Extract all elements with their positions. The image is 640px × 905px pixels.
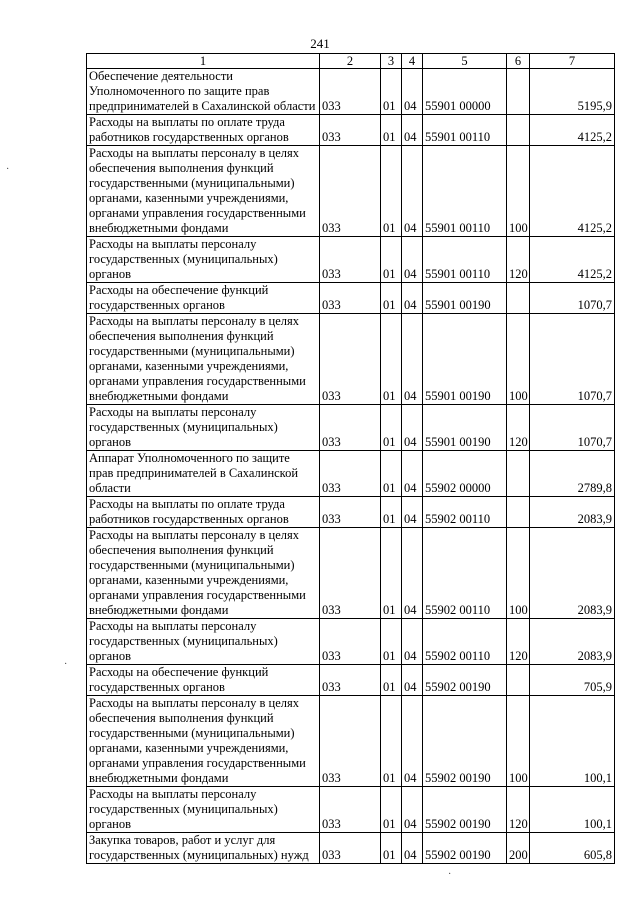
- amount-cell: 5195,9: [530, 69, 615, 115]
- section-cell: 01: [381, 833, 402, 864]
- subsection-cell: 04: [402, 665, 423, 696]
- row-name-cell: Закупка товаров, работ и услуг для государственных (муниципальных) нужд: [87, 833, 320, 864]
- expense-type-cell: 200: [507, 833, 530, 864]
- row-name-cell: Расходы на выплаты по оплате труда работников государственных органов: [87, 497, 320, 528]
- expense-type-cell: [507, 451, 530, 497]
- subsection-cell: 04: [402, 69, 423, 115]
- amount-cell: 1070,7: [530, 314, 615, 405]
- code-cell: 033: [320, 314, 381, 405]
- amount-cell: 1070,7: [530, 283, 615, 314]
- section-cell: 01: [381, 146, 402, 237]
- column-header-3: 3: [381, 54, 402, 69]
- row-name-cell: Аппарат Уполномоченного по защите прав предпринимателей в Сахалинской области: [87, 451, 320, 497]
- code-cell: 033: [320, 69, 381, 115]
- amount-cell: 2083,9: [530, 497, 615, 528]
- section-cell: 01: [381, 497, 402, 528]
- section-cell: 01: [381, 283, 402, 314]
- scan-speck: ·: [448, 869, 452, 880]
- section-cell: 01: [381, 665, 402, 696]
- target-code-cell: 55902 00000: [423, 451, 507, 497]
- expense-type-cell: [507, 69, 530, 115]
- subsection-cell: 04: [402, 283, 423, 314]
- budget-table: [86, 53, 615, 864]
- section-cell: 01: [381, 314, 402, 405]
- target-code-cell: 55901 00190: [423, 283, 507, 314]
- row-name-cell: Расходы на выплаты персоналу в целях обеспечения выполнения функций государственными (муниципальными) органами, казенными учреждениями, органами управления государственными внебюджетными фондами: [87, 696, 320, 787]
- row-name-cell: Расходы на выплаты персоналу государственных (муниципальных) органов: [87, 405, 320, 451]
- section-cell: 01: [381, 528, 402, 619]
- code-cell: 033: [320, 497, 381, 528]
- subsection-cell: 04: [402, 405, 423, 451]
- expense-type-cell: 100: [507, 528, 530, 619]
- amount-cell: 2083,9: [530, 619, 615, 665]
- target-code-cell: 55901 00190: [423, 405, 507, 451]
- section-cell: 01: [381, 787, 402, 833]
- expense-type-cell: [507, 115, 530, 146]
- column-header-5: 5: [423, 54, 507, 69]
- section-cell: 01: [381, 619, 402, 665]
- amount-cell: 2083,9: [530, 528, 615, 619]
- section-cell: 01: [381, 696, 402, 787]
- table-row: [87, 696, 615, 787]
- table-row: [87, 283, 615, 314]
- row-name-cell: Расходы на выплаты по оплате труда работников государственных органов: [87, 115, 320, 146]
- amount-cell: 2789,8: [530, 451, 615, 497]
- subsection-cell: 04: [402, 314, 423, 405]
- code-cell: 033: [320, 696, 381, 787]
- table-row: [87, 833, 615, 864]
- target-code-cell: 55901 00110: [423, 146, 507, 237]
- table-row: [87, 497, 615, 528]
- code-cell: 033: [320, 665, 381, 696]
- code-cell: 033: [320, 833, 381, 864]
- target-code-cell: 55901 00190: [423, 314, 507, 405]
- code-cell: 033: [320, 451, 381, 497]
- target-code-cell: 55902 00190: [423, 696, 507, 787]
- code-cell: 033: [320, 787, 381, 833]
- expense-type-cell: 120: [507, 619, 530, 665]
- column-header-6: 6: [507, 54, 530, 69]
- expense-type-cell: 120: [507, 787, 530, 833]
- page-number: 241: [310, 36, 330, 51]
- table-row: [87, 115, 615, 146]
- target-code-cell: 55902 00110: [423, 497, 507, 528]
- target-code-cell: 55901 00110: [423, 115, 507, 146]
- expense-type-cell: 120: [507, 405, 530, 451]
- subsection-cell: 04: [402, 619, 423, 665]
- column-header-4: 4: [402, 54, 423, 69]
- subsection-cell: 04: [402, 115, 423, 146]
- header-row: [87, 54, 615, 69]
- section-cell: 01: [381, 237, 402, 283]
- code-cell: 033: [320, 528, 381, 619]
- amount-cell: 1070,7: [530, 405, 615, 451]
- target-code-cell: 55902 00110: [423, 528, 507, 619]
- section-cell: 01: [381, 405, 402, 451]
- section-cell: 01: [381, 451, 402, 497]
- amount-cell: 100,1: [530, 696, 615, 787]
- table-row: [87, 314, 615, 405]
- subsection-cell: 04: [402, 237, 423, 283]
- column-header-2: 2: [320, 54, 381, 69]
- section-cell: 01: [381, 69, 402, 115]
- target-code-cell: 55902 00190: [423, 665, 507, 696]
- target-code-cell: 55902 00190: [423, 833, 507, 864]
- target-code-cell: 55901 00000: [423, 69, 507, 115]
- scan-speck: ·: [64, 659, 68, 670]
- expense-type-cell: 120: [507, 237, 530, 283]
- amount-cell: 705,9: [530, 665, 615, 696]
- section-cell: 01: [381, 115, 402, 146]
- subsection-cell: 04: [402, 787, 423, 833]
- expense-type-cell: 100: [507, 696, 530, 787]
- amount-cell: 4125,2: [530, 115, 615, 146]
- table-row: [87, 146, 615, 237]
- target-code-cell: 55902 00110: [423, 619, 507, 665]
- target-code-cell: 55901 00110: [423, 237, 507, 283]
- table-row: [87, 405, 615, 451]
- table-row: [87, 69, 615, 115]
- row-name-cell: Расходы на выплаты персоналу государственных (муниципальных) органов: [87, 619, 320, 665]
- subsection-cell: 04: [402, 497, 423, 528]
- row-name-cell: Расходы на выплаты персоналу государственных (муниципальных) органов: [87, 237, 320, 283]
- table-row: [87, 528, 615, 619]
- expense-type-cell: [507, 283, 530, 314]
- table-row: [87, 665, 615, 696]
- amount-cell: 4125,2: [530, 237, 615, 283]
- column-header-7: 7: [530, 54, 615, 69]
- row-name-cell: Расходы на обеспечение функций государственных органов: [87, 283, 320, 314]
- row-name-cell: Расходы на выплаты персоналу в целях обеспечения выполнения функций государственными (муниципальными) органами, казенными учреждениями, органами управления государственными внебюджетными фондами: [87, 528, 320, 619]
- amount-cell: 605,8: [530, 833, 615, 864]
- row-name-cell: Обеспечение деятельности Уполномоченного по защите прав предпринимателей в Сахалинской области: [87, 69, 320, 115]
- code-cell: 033: [320, 146, 381, 237]
- subsection-cell: 04: [402, 696, 423, 787]
- subsection-cell: 04: [402, 833, 423, 864]
- expense-type-cell: 100: [507, 314, 530, 405]
- column-header-1: 1: [87, 54, 320, 69]
- code-cell: 033: [320, 619, 381, 665]
- code-cell: 033: [320, 283, 381, 314]
- expense-type-cell: [507, 497, 530, 528]
- subsection-cell: 04: [402, 451, 423, 497]
- expense-type-cell: 100: [507, 146, 530, 237]
- table-row: [87, 787, 615, 833]
- table-row: [87, 451, 615, 497]
- row-name-cell: Расходы на выплаты персоналу государственных (муниципальных) органов: [87, 787, 320, 833]
- row-name-cell: Расходы на обеспечение функций государственных органов: [87, 665, 320, 696]
- expense-type-cell: [507, 665, 530, 696]
- subsection-cell: 04: [402, 528, 423, 619]
- table-body: [87, 69, 615, 864]
- subsection-cell: 04: [402, 146, 423, 237]
- code-cell: 033: [320, 405, 381, 451]
- table-row: [87, 619, 615, 665]
- target-code-cell: 55902 00190: [423, 787, 507, 833]
- scan-speck: ·: [6, 164, 10, 175]
- amount-cell: 4125,2: [530, 146, 615, 237]
- amount-cell: 100,1: [530, 787, 615, 833]
- table-row: [87, 237, 615, 283]
- code-cell: 033: [320, 237, 381, 283]
- row-name-cell: Расходы на выплаты персоналу в целях обеспечения выполнения функций государственными (муниципальными) органами, казенными учреждениями, органами управления государственными внебюджетными фондами: [87, 146, 320, 237]
- code-cell: 033: [320, 115, 381, 146]
- row-name-cell: Расходы на выплаты персоналу в целях обеспечения выполнения функций государственными (муниципальными) органами, казенными учреждениями, органами управления государственными внебюджетными фондами: [87, 314, 320, 405]
